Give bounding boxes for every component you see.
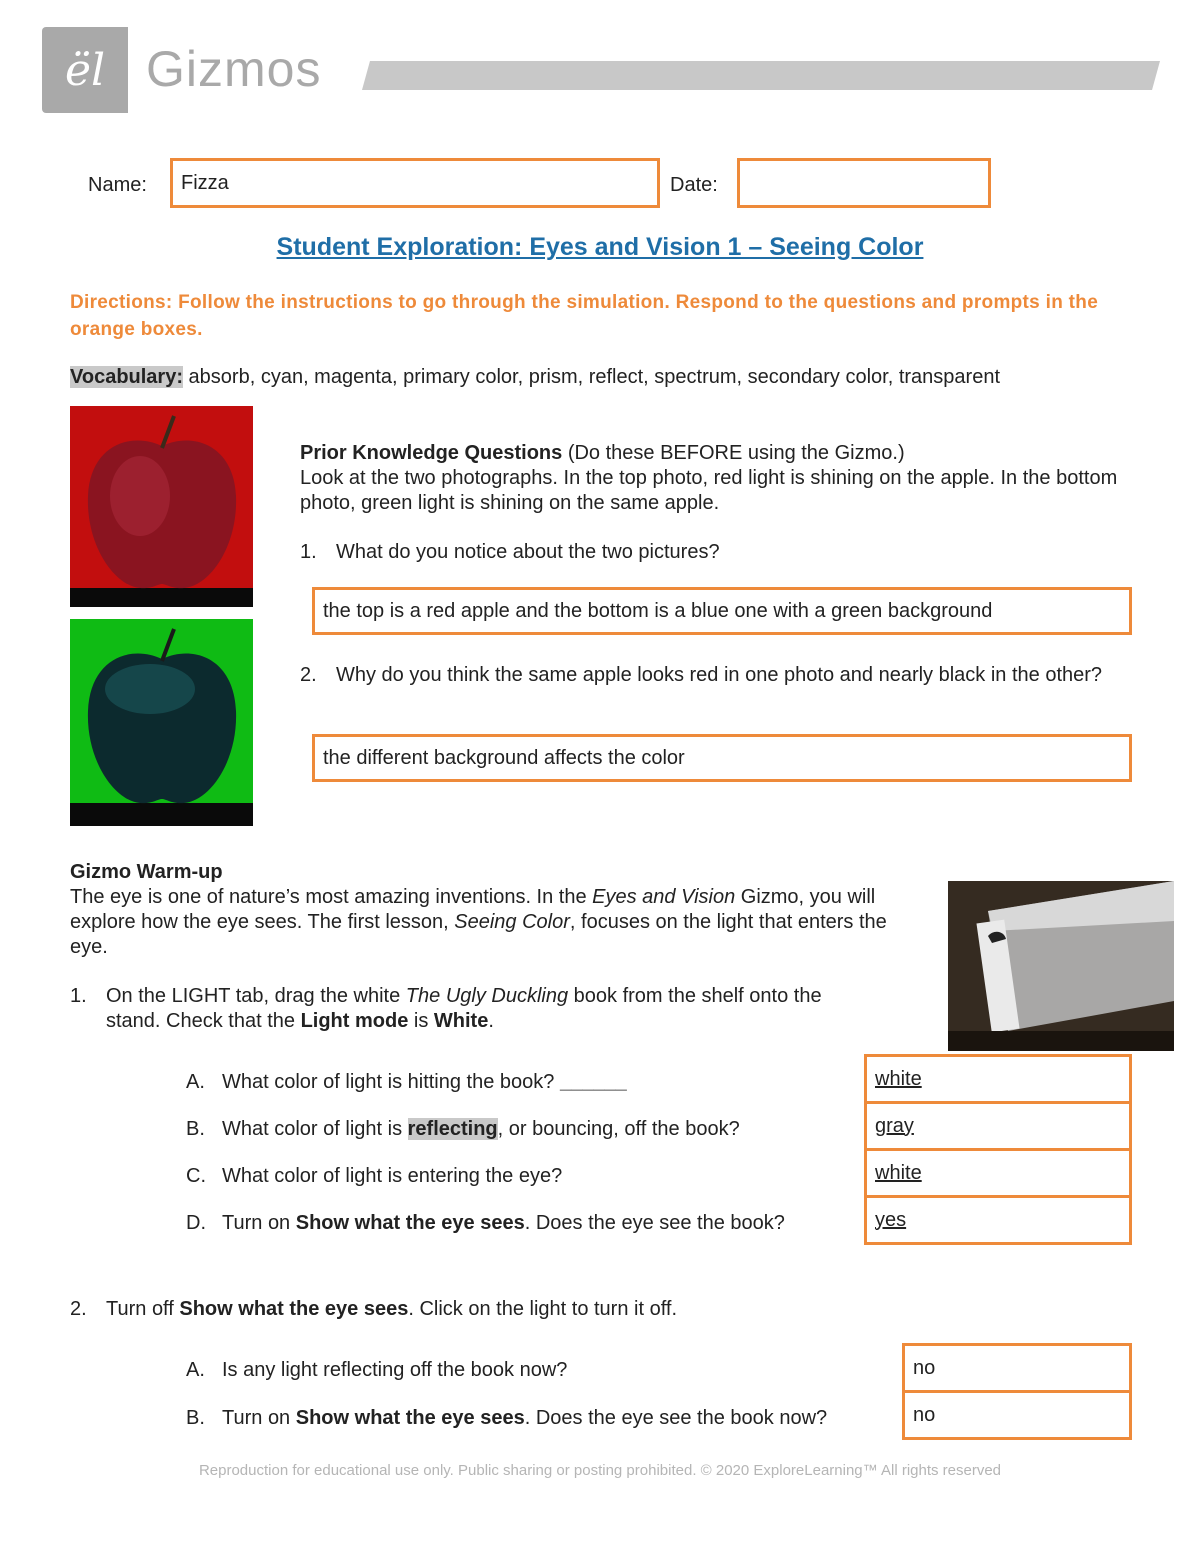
sub-question-a-text: What color of light is hitting the book? [222,1071,560,1093]
answer2-a-field[interactable] [902,1343,1132,1393]
sub-question-b-pre: What color of light is [222,1118,408,1140]
sub2-question-b-bold: Show what the eye sees [295,1407,525,1429]
gizmos-wordmark: Gizmos [146,41,322,97]
answer-a-field[interactable] [864,1054,1132,1104]
answer-a: white [875,1067,922,1090]
prior-knowledge-note: (Do these BEFORE using the Gizmo.) [562,442,905,464]
pk-answer-2-field[interactable] [312,734,1132,782]
sub-question-c: What color of light is entering the eye? [222,1165,563,1187]
warmup-q1-number: 1. [70,985,87,1007]
answer-b: gray [875,1114,914,1137]
sub2-question-b-pre: Turn on [222,1407,296,1429]
sub-question-d-post: . Does the eye see the book? [524,1212,785,1234]
warmup-heading: Gizmo Warm-up [70,861,223,883]
warmup-intro-3: , focuses on the light that enters the eye. [70,911,887,958]
warmup-q2 [106,1297,677,1322]
warmup-q1-white: White [433,1010,489,1032]
warmup-q1-light-mode: Light mode [300,1010,409,1032]
vocabulary-terms: absorb, cyan, magenta, primary color, prism, reflect, spectrum, secondary color, transparent [183,366,1001,388]
pk-question-1-number: 1. [300,541,317,563]
red-apple-photo [70,406,253,607]
sub-question-a [222,1070,627,1095]
warmup-intro-em-2: Seeing Color [454,911,570,933]
pk-answer-1-field[interactable] [312,587,1132,635]
vocabulary-label: Vocabulary: [70,366,183,388]
sub2-letter-b: B. [186,1407,205,1429]
sub-question-b-post: , or bouncing, off the book? [497,1118,740,1140]
answer-d-field[interactable] [864,1195,1132,1245]
warmup-q2-post: . Click on the light to turn it off. [408,1298,678,1320]
gizmo-book-screenshot [948,881,1174,1051]
answer-d: yes [875,1208,907,1231]
date-label: Date: [670,174,718,196]
date-field[interactable] [737,158,991,208]
sub2-letter-a: A. [186,1359,205,1381]
sub-question-d-bold: Show what the eye sees [295,1212,525,1234]
answer-c: white [875,1161,922,1184]
sub-letter-c: C. [186,1165,206,1187]
pk-answer-2: the different background affects the color [323,746,685,769]
green-apple-photo [70,619,253,826]
prior-knowledge-intro: Look at the two photographs. In the top photo, red light is shining on the apple. In the bottom photo, green light is shining on the same apple. [300,467,1118,514]
sub-letter-a: A. [186,1071,205,1093]
answer2-b: no [913,1403,936,1426]
warmup-q2-pre: Turn off [106,1298,180,1320]
pk-question-1: What do you notice about the two pictures? [336,541,720,563]
warmup-q2-number: 2. [70,1298,87,1320]
warmup-q1-part-d: . [488,1010,494,1032]
sub-question-d-pre: Turn on [222,1212,296,1234]
prior-knowledge-heading [300,441,1130,466]
answer2-a: no [913,1356,936,1379]
answer-c-field[interactable] [864,1148,1132,1198]
sub2-question-a: Is any light reflecting off the book now? [222,1359,568,1381]
pk-question-2-number: 2. [300,664,317,686]
warmup-q1-part-a: On the LIGHT tab, drag the white [106,985,406,1007]
sub-question-b-highlight: reflecting [407,1118,498,1140]
sub2-question-b-post: . Does the eye see the book now? [524,1407,828,1429]
prior-knowledge-title: Prior Knowledge Questions [300,442,563,464]
logo-mark: ël [64,44,106,96]
warmup-intro-1: The eye is one of nature’s most amazing inventions. In the [70,886,593,908]
footer-copyright: Reproduction for educational use only. Public sharing or posting prohibited. © 2020 ExploreLearning™ All rights reserved [198,1462,1002,1479]
pk-answer-1: the top is a red apple and the bottom is a blue one with a green background [323,599,993,622]
sub-letter-b: B. [186,1118,205,1140]
name-label: Name: [88,174,147,196]
warmup-q1-part-c: is [408,1010,434,1032]
sub-letter-d: D. [186,1212,206,1234]
pk-question-2: Why do you think the same apple looks red in one photo and nearly black in the other? [336,664,1103,686]
vocabulary [70,366,1000,389]
warmup-q2-bold: Show what the eye sees [179,1298,409,1320]
page-title: Student Exploration: Eyes and Vision 1 – Seeing Color [276,233,924,261]
warmup-q1-part-b: book from the shelf onto the stand. Check that the [106,985,822,1032]
answer-b-field[interactable] [864,1101,1132,1151]
answer2-b-field[interactable] [902,1390,1132,1440]
sub2-question-b [222,1406,827,1431]
directions: Directions: Follow the instructions to go through the simulation. Respond to the questions and prompts in the orange boxes. [70,292,1099,340]
warmup-intro [70,885,930,960]
warmup-intro-2: Gizmo, you will explore how the eye sees. The first lesson, [70,886,876,933]
sub-question-a-blank: ______ [559,1071,627,1093]
explorelearning-logo [42,27,128,113]
sub-question-b [222,1117,740,1142]
warmup-q1-book-title: The Ugly Duckling [405,985,569,1007]
sub-question-d [222,1211,785,1236]
name-field[interactable] [170,158,660,208]
name-value: Fizza [181,171,229,194]
warmup-intro-em-1: Eyes and Vision [592,886,736,908]
header-bar [362,61,1160,90]
warmup-q1 [106,984,866,1034]
